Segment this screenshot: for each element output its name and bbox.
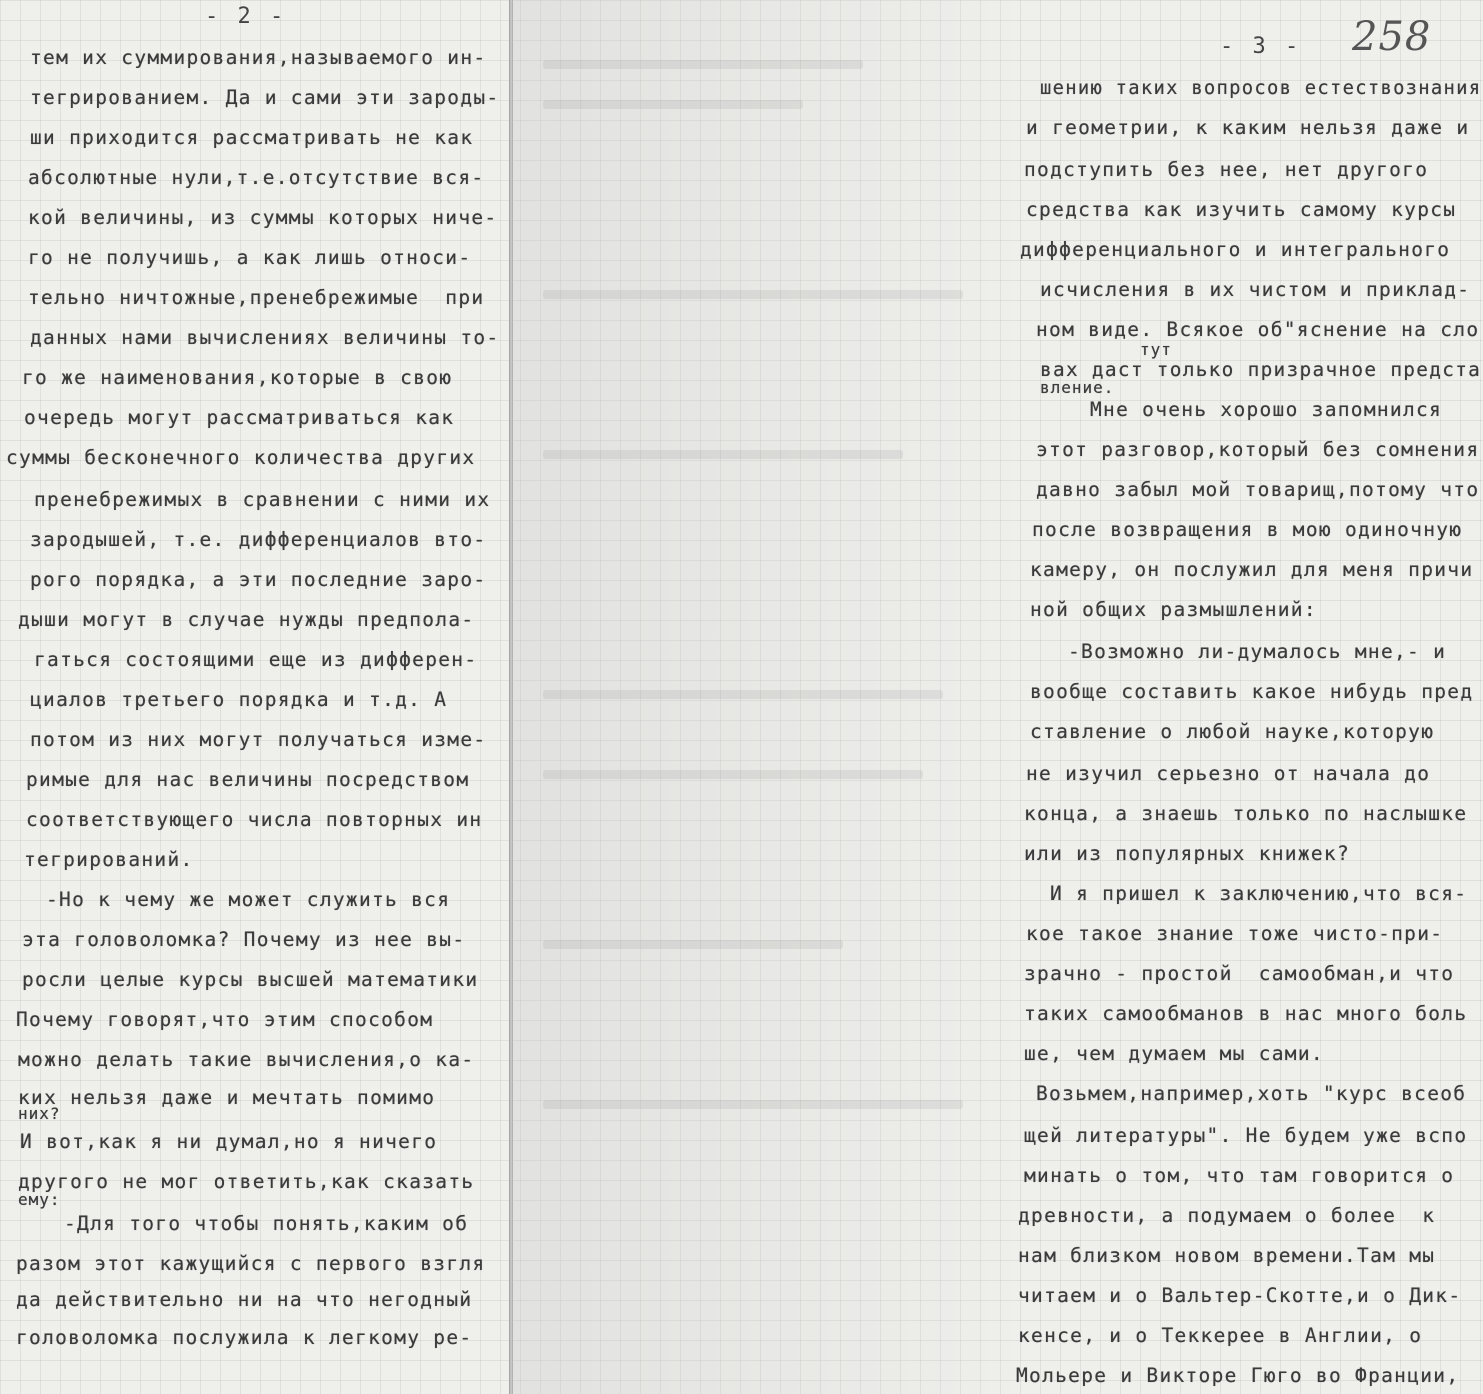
text-line: вах даст только призрачное предста [1040,358,1482,381]
text-line: кое такое знание тоже чисто-при- [1026,922,1444,945]
text-line: ном виде. Всякое об"яснение на сло [1036,318,1480,341]
bleed-mark [543,770,923,779]
text-line: кенсе, и о Теккерее в Англии, о [1018,1324,1423,1347]
text-line: ких нельзя даже и мечтать помимо [18,1086,436,1109]
page-fold [509,0,513,1394]
text-line: Мольере и Викторе Гюго во Франции, [1016,1364,1460,1387]
text-line: Возьмем,например,хоть "курс всеоб [1036,1082,1467,1105]
bleed-mark [543,60,863,69]
text-line: тут [1140,340,1172,359]
text-line: рого порядка, а эти последние заро- [30,568,487,591]
bleed-mark [543,450,903,459]
text-line: читаем и о Вальтер-Скотте,и о Дик- [1018,1284,1462,1307]
text-line: соответствующего числа повторных ин [26,808,483,831]
text-line: конца, а знаешь только по наслышке [1024,802,1468,825]
text-line: росли целые курсы высшей математики [22,968,479,991]
text-line: вление. [1040,378,1115,397]
text-line: тегрированием. Да и сами эти зароды- [30,86,500,109]
text-line: -Возможно ли-думалось мне,- и [1068,640,1447,663]
text-line: таких самообманов в нас много боль [1024,1002,1468,1025]
text-line: можно делать такие вычисления,о ка- [18,1048,475,1071]
text-line: го не получишь, а как лишь относи- [28,246,472,269]
text-line: ше, чем думаем мы сами. [1024,1042,1324,1065]
text-line: зрачно - простой самообман,и что [1024,962,1455,985]
text-line: -Но к чему же может служить вся [46,888,451,911]
left-page-number: - 2 - [205,4,287,29]
text-line: тем их суммирования,называемого ин- [30,46,487,69]
text-line: эта головоломка? Почему из нее вы- [22,928,466,951]
text-line: этот разговор,который без сомнения [1036,438,1480,461]
text-line: камеру, он послужил для меня причи [1030,558,1474,581]
text-line: ему: [18,1190,61,1209]
text-line: ной общих размышлений: [1030,598,1317,621]
text-line: исчисления в их чистом и приклад- [1040,278,1471,301]
bleed-mark [543,690,943,699]
text-line: дифференциального и интегрального [1020,238,1451,261]
text-line: нам близком новом времени.Там мы [1018,1244,1436,1267]
text-line: минать о том, что там говорится о [1024,1164,1455,1187]
text-line: римые для нас величины посредством [26,768,470,791]
text-line: или из популярных книжек? [1024,842,1350,865]
text-line: после возвращения в мою одиночную [1032,518,1463,541]
text-line: них? [18,1104,61,1123]
text-line: Почему говорят,что этим способом [16,1008,434,1031]
text-line: потом из них могут получаться изме- [30,728,487,751]
text-line: суммы бесконечного количества других [6,446,476,469]
text-line: абсолютные нули,т.е.отсутствие вся- [28,166,485,189]
bleed-through-area [513,0,1013,1394]
text-line: не изучил серьезно от начала до [1026,762,1431,785]
bleed-mark [543,100,803,109]
text-line: и геометрии, к каким нельзя даже и [1026,116,1470,139]
text-line: данных нами вычислениях величины то- [30,326,500,349]
text-line: гаться состоящими еще из дифферен- [34,648,478,671]
text-line: -Для того чтобы понять,каким об [64,1212,469,1235]
text-line: дыши могут в случае нужды предпола- [18,608,475,631]
text-line: кой величины, из суммы которых ниче- [28,206,498,229]
text-line: очередь могут рассматриваться как [24,406,455,429]
handwritten-folio-number: 258 [1352,14,1432,60]
text-line: циалов третьего порядка и т.д. А [30,688,448,711]
text-line: разом этот кажущийся с первого взгля [16,1252,486,1275]
text-line: ши приходится рассматривать не как [30,126,474,149]
text-line: головоломка послужила к легкому ре- [16,1326,473,1349]
bleed-mark [543,290,963,299]
text-line: тельно ничтожные,пренебрежимые при [28,286,485,309]
text-line: да действительно ни на что негодный [16,1288,473,1311]
text-line: щей литературы". Не будем уже вспо [1024,1124,1468,1147]
text-line: подступить без нее, нет другого [1024,158,1429,181]
text-line: древности, а подумаем о более к [1018,1204,1436,1227]
text-line: И я пришел к заключению,что вся- [1050,882,1468,905]
text-line: средства как изучить самому курсы [1026,198,1457,221]
text-line: пренебрежимых в сравнении с ними их [34,488,491,511]
bleed-mark [543,1100,963,1109]
text-line: другого не мог ответить,как сказать [18,1170,475,1193]
text-line: И вот,как я ни думал,но я ничего [20,1130,438,1153]
text-line: давно забыл мой товарищ,потому что [1036,478,1480,501]
text-line: ставление о любой науке,которую [1030,720,1435,743]
text-line: го же наименования,которые в свою [22,366,453,389]
bleed-mark [543,940,843,949]
text-line: шению таких вопросов естествознания [1040,76,1482,99]
text-line: зародышей, т.е. дифференциалов вто- [30,528,487,551]
text-line: вообще составить какое нибудь пред [1030,680,1474,703]
text-line: Мне очень хорошо запомнился [1090,398,1443,421]
right-page-number: - 3 - [1220,34,1302,59]
text-line: тегрирований. [24,848,194,871]
